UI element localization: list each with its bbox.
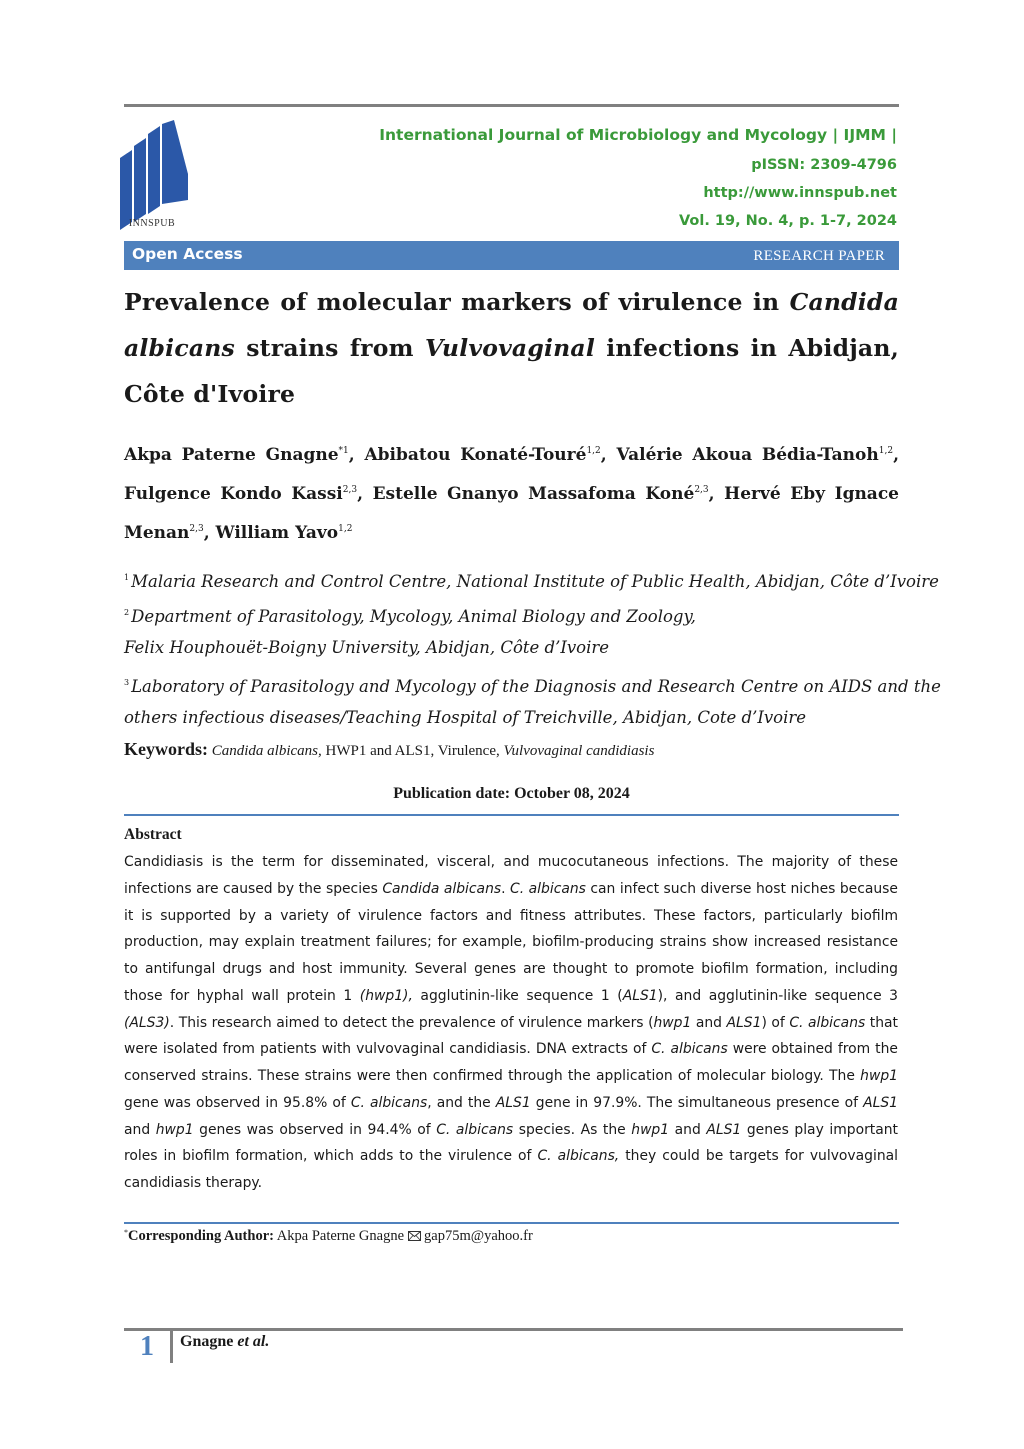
abstract-text: gene was observed in 95.8% of [124,1094,351,1111]
abstract-text: genes was observed in 94.4% of [193,1121,437,1138]
abstract-italic-term: (hwp1), [359,987,413,1004]
abstract-text: . [501,880,511,897]
affiliation: $^3$ Laboratory of Parasitology and Mycology of the Diagnosis and Research Centre on AIDS and the [124,677,941,696]
affiliation: $^2$ Department of Parasitology, Mycology, Animal Biology and Zoology, [124,607,696,626]
journal-name: International Journal of Microbiology and Mycology | IJMM | [379,126,897,144]
corresponding-author: *Corresponding Author: Akpa Paterne Gnagne gap75m@yahoo.fr [124,1228,533,1244]
abstract-text: and [669,1121,707,1138]
mail-icon [408,1231,421,1241]
abstract-italic-term: ALS1 [726,1014,762,1031]
affiliation: Felix Houphouët-Boigny University, Abidjan, Côte d’Ivoire [124,638,610,657]
abstract-italic-term: ALS1 [706,1121,742,1138]
paper-type-label: RESEARCH PAPER [753,248,885,264]
page-number: 1 [140,1331,154,1362]
journal-volume: Vol. 19, No. 4, p. 1-7, 2024 [679,213,897,229]
running-footer: Gnagne et al. [180,1333,270,1350]
abstract-top-rule [124,814,899,816]
affiliation: others infectious diseases/Teaching Hospital of Treichville, Abidjan, Cote d’Ivoire [124,708,807,727]
footer-rule [124,1328,903,1331]
publisher-logo-text: INNSPUB [128,218,176,229]
abstract-text: genes play important roles in biofilm formation, which adds to the virulence of [124,1121,898,1165]
abstract-italic-term: hwp1 [631,1121,670,1138]
abstract-text: they could be targets for vulvovaginal candidiasis therapy. [124,1148,899,1191]
abstract-italic-term: ALS1 [495,1094,531,1111]
abstract-text: ), and agglutinin-like sequence 3 [657,987,899,1004]
abstract-body [124,849,898,1197]
abstract-italic-term: C. albicans [350,1094,428,1111]
publication-date: Publication date: October 08, 2024 [393,785,630,802]
author: William Yavo [215,523,339,543]
abstract-text: can infect such diverse host niches because it is supported by a variety of virulence factors and fitness attributes. These factors, particularly biofilm production, may explain treatment failures; for example, biofilm-producing strains show increased resistance to antifungal drugs and host immunity. Several genes are thought to promote biofilm formation, including those for hyphal wall protein 1 [124,880,898,1004]
open-access-label: Open Access [132,245,243,263]
author: Fulgence Kondo Kassi [124,484,343,504]
journal-url[interactable]: http://www.innspub.net [703,185,897,201]
author: Hervé Eby Ignace Menan [124,484,899,543]
keywords: Keywords: Candida albicans, HWP1 and ALS1, Virulence, Vulvovaginal candidiasis [124,739,655,759]
abstract-heading: Abstract [124,826,182,843]
abstract-text: Candidiasis is the term for disseminated, visceral, and mucocutaneous infections. The majority of these infections are caused by the species [124,854,898,897]
abstract-italic-term: hwp1 [860,1068,898,1084]
abstract-italic-term: C. albicans [436,1121,514,1138]
abstract-italic-term: hwp1 [155,1121,194,1138]
corresponding-label: Corresponding Author: [128,1228,274,1244]
author-list: Akpa Paterne Gnagne$^{*1}$, Abibatou Konaté-Touré$^{1,2}$, Valérie Akoua Bédia-Tanoh$^{1,2}$, Fulgence Kondo Kassi$^{2,3}$, Estelle Gnanyo Massafoma Koné$^{2,3}$, Hervé Eby Ignace Menan$^{2,3}$, William Yavo$^{1,2}$ [124,445,899,543]
author: Abibatou Konaté-Touré [364,445,587,465]
abstract-italic-term: ALS1 [863,1094,898,1111]
abstract-text: that were isolated from patients with vulvovaginal candidiasis. DNA extracts of [124,1014,898,1058]
author: Valérie Akoua Bédia-Tanoh [616,445,879,465]
corresponding-name: Akpa Paterne Gnagne [276,1228,405,1244]
abstract-italic-term: ALS1 [622,987,658,1004]
abstract-italic-term: C. albicans [510,880,586,897]
abstract-text: and [691,1014,727,1031]
abstract-text: species. As the [513,1121,632,1138]
abstract-italic-term: C. albicans, [537,1148,620,1165]
abstract-text: , and the [427,1094,496,1111]
affiliation: $^1$ Malaria Research and Control Centre, National Institute of Public Health, Abidjan, Côte d’Ivoire [124,572,939,591]
author: Estelle Gnanyo Massafoma Koné [372,484,695,504]
author: Akpa Paterne Gnagne [124,445,339,465]
abstract-text: were obtained from the conserved strains. These strains were then confirmed through the application of molecular biology. The [124,1041,898,1084]
header-top-rule [124,104,899,107]
footer-divider [170,1331,173,1363]
abstract-text: gene in 97.9%. The simultaneous presence of [530,1094,864,1111]
abstract-italic-term: (ALS3) [124,1014,170,1031]
corresponding-email[interactable]: gap75m@yahoo.fr [424,1228,533,1244]
keywords-label: Keywords: [124,739,208,759]
abstract-italic-term: Candida albicans [382,880,502,897]
abstract-bottom-rule [124,1222,899,1224]
abstract-text: agglutinin-like sequence 1 ( [412,987,623,1004]
paper-title: Prevalence of molecular markers of virulence in Candida albicans strains from Vulvovaginal infections in Abidjan, Côte d'Ivoire [124,288,899,408]
journal-issn: pISSN: 2309-4796 [751,157,897,173]
abstract-text: ) of [761,1014,790,1031]
abstract-italic-term: hwp1 [653,1014,692,1031]
abstract-text: . This research aimed to detect the prevalence of virulence markers ( [169,1014,654,1031]
abstract-text: and [124,1121,156,1138]
abstract-italic-term: C. albicans [651,1041,728,1058]
abstract-italic-term: C. albicans [789,1014,866,1031]
